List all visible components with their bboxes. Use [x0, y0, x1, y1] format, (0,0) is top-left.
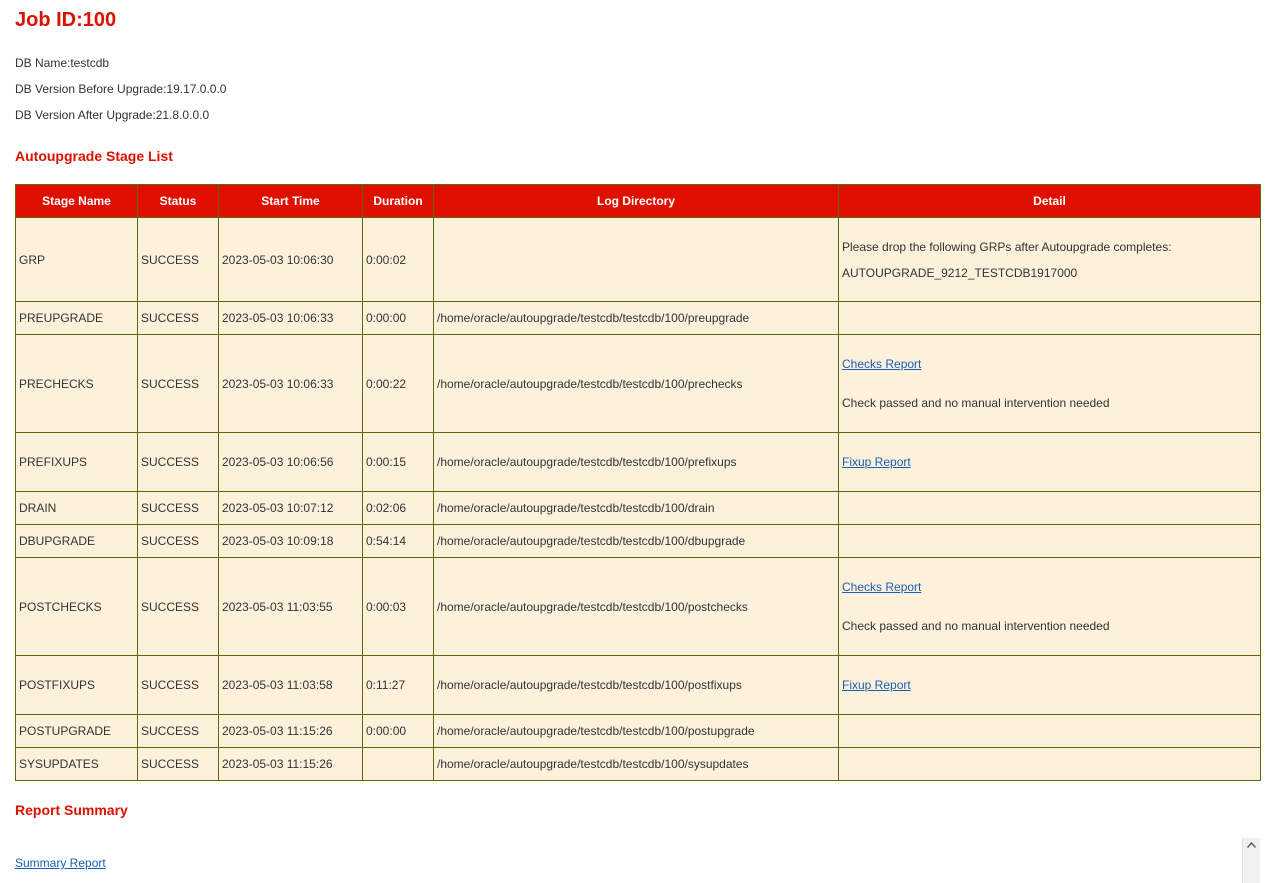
detail-text: Check passed and no manual intervention needed	[842, 396, 1110, 410]
table-row	[16, 433, 1261, 492]
db-version-after: DB Version After Upgrade:21.8.0.0.0	[15, 108, 210, 122]
start-time-cell: 2023-05-03 10:07:12	[219, 492, 363, 525]
log-directory-cell	[434, 218, 839, 302]
log-directory-cell: /home/oracle/autoupgrade/testcdb/testcdb/100/postfixups	[434, 656, 839, 715]
start-time-cell: 2023-05-03 10:06:56	[219, 433, 363, 492]
stage-name-cell: SYSUPDATES	[16, 748, 138, 781]
checks-report-link[interactable]: Checks Report	[842, 580, 922, 594]
start-time-cell: 2023-05-03 10:06:33	[219, 335, 363, 433]
summary-report-link[interactable]: Summary Report	[15, 856, 106, 870]
log-directory-cell: /home/oracle/autoupgrade/testcdb/testcdb/100/postupgrade	[434, 715, 839, 748]
detail-cell	[839, 218, 1261, 302]
col-duration: Duration	[363, 185, 434, 218]
log-directory-cell: /home/oracle/autoupgrade/testcdb/testcdb/100/sysupdates	[434, 748, 839, 781]
detail-cell	[839, 525, 1261, 558]
status-cell: SUCCESS	[138, 492, 219, 525]
start-time-cell: 2023-05-03 11:03:58	[219, 656, 363, 715]
status-cell: SUCCESS	[138, 715, 219, 748]
detail-cell	[839, 302, 1261, 335]
log-directory-cell: /home/oracle/autoupgrade/testcdb/testcdb/100/preupgrade	[434, 302, 839, 335]
col-stage-name: Stage Name	[16, 185, 138, 218]
scrollbar[interactable]	[1242, 838, 1260, 883]
stage-name-cell: DBUPGRADE	[16, 525, 138, 558]
detail-cell	[839, 748, 1261, 781]
log-directory-cell: /home/oracle/autoupgrade/testcdb/testcdb/100/prechecks	[434, 335, 839, 433]
log-directory-cell: /home/oracle/autoupgrade/testcdb/testcdb/100/drain	[434, 492, 839, 525]
detail-text: Please drop the following GRPs after Autoupgrade completes:	[842, 239, 1172, 254]
table-row	[16, 335, 1261, 433]
table-row	[16, 715, 1261, 748]
duration-cell	[363, 748, 434, 781]
table-row	[16, 218, 1261, 302]
stage-name-cell: POSTUPGRADE	[16, 715, 138, 748]
status-cell: SUCCESS	[138, 656, 219, 715]
detail-cell	[839, 335, 1261, 433]
stage-name-cell: DRAIN	[16, 492, 138, 525]
duration-cell: 0:54:14	[363, 525, 434, 558]
col-status: Status	[138, 185, 219, 218]
log-directory-cell: /home/oracle/autoupgrade/testcdb/testcdb/100/prefixups	[434, 433, 839, 492]
stage-name-cell: PREUPGRADE	[16, 302, 138, 335]
page-title: Job ID:100	[15, 9, 117, 31]
detail-cell	[839, 715, 1261, 748]
detail-cell	[839, 492, 1261, 525]
detail-cell	[839, 558, 1261, 656]
start-time-cell: 2023-05-03 10:06:30	[219, 218, 363, 302]
detail-cell	[839, 656, 1261, 715]
col-start-time: Start Time	[219, 185, 363, 218]
duration-cell: 0:00:02	[363, 218, 434, 302]
col-detail: Detail	[839, 185, 1261, 218]
db-version-before: DB Version Before Upgrade:19.17.0.0.0	[15, 82, 227, 96]
stage-name-cell: PRECHECKS	[16, 335, 138, 433]
chevron-up-icon[interactable]	[1247, 842, 1256, 848]
duration-cell: 0:11:27	[363, 656, 434, 715]
table-row	[16, 492, 1261, 525]
report-summary-title: Report Summary	[15, 802, 128, 818]
table-row	[16, 748, 1261, 781]
table-header-row	[16, 185, 1261, 218]
checks-report-link[interactable]: Checks Report	[842, 357, 922, 371]
status-cell: SUCCESS	[138, 302, 219, 335]
stage-name-cell: POSTFIXUPS	[16, 656, 138, 715]
duration-cell: 0:00:15	[363, 433, 434, 492]
log-directory-cell: /home/oracle/autoupgrade/testcdb/testcdb/100/postchecks	[434, 558, 839, 656]
table-row	[16, 558, 1261, 656]
log-directory-cell: /home/oracle/autoupgrade/testcdb/testcdb/100/dbupgrade	[434, 525, 839, 558]
stage-name-cell: POSTCHECKS	[16, 558, 138, 656]
stage-list-title: Autoupgrade Stage List	[15, 148, 173, 164]
db-name: DB Name:testcdb	[15, 56, 110, 70]
status-cell: SUCCESS	[138, 558, 219, 656]
status-cell: SUCCESS	[138, 748, 219, 781]
fixup-report-link[interactable]: Fixup Report	[842, 678, 911, 692]
duration-cell: 0:02:06	[363, 492, 434, 525]
fixup-report-link[interactable]: Fixup Report	[842, 455, 911, 469]
start-time-cell: 2023-05-03 11:03:55	[219, 558, 363, 656]
status-cell: SUCCESS	[138, 218, 219, 302]
table-row	[16, 525, 1261, 558]
table-row	[16, 302, 1261, 335]
stage-table	[15, 184, 1261, 781]
status-cell: SUCCESS	[138, 335, 219, 433]
table-row	[16, 656, 1261, 715]
start-time-cell: 2023-05-03 10:06:33	[219, 302, 363, 335]
col-log-directory: Log Directory	[434, 185, 839, 218]
status-cell: SUCCESS	[138, 525, 219, 558]
duration-cell: 0:00:00	[363, 302, 434, 335]
status-cell: SUCCESS	[138, 433, 219, 492]
stage-name-cell: GRP	[16, 218, 138, 302]
duration-cell: 0:00:03	[363, 558, 434, 656]
detail-cell	[839, 433, 1261, 492]
start-time-cell: 2023-05-03 11:15:26	[219, 715, 363, 748]
stage-table-body	[16, 218, 1261, 781]
duration-cell: 0:00:22	[363, 335, 434, 433]
start-time-cell: 2023-05-03 11:15:26	[219, 748, 363, 781]
detail-text-grp-name: AUTOUPGRADE_9212_TESTCDB1917000	[842, 265, 1078, 280]
duration-cell: 0:00:00	[363, 715, 434, 748]
stage-name-cell: PREFIXUPS	[16, 433, 138, 492]
detail-text: Check passed and no manual intervention needed	[842, 619, 1110, 633]
start-time-cell: 2023-05-03 10:09:18	[219, 525, 363, 558]
